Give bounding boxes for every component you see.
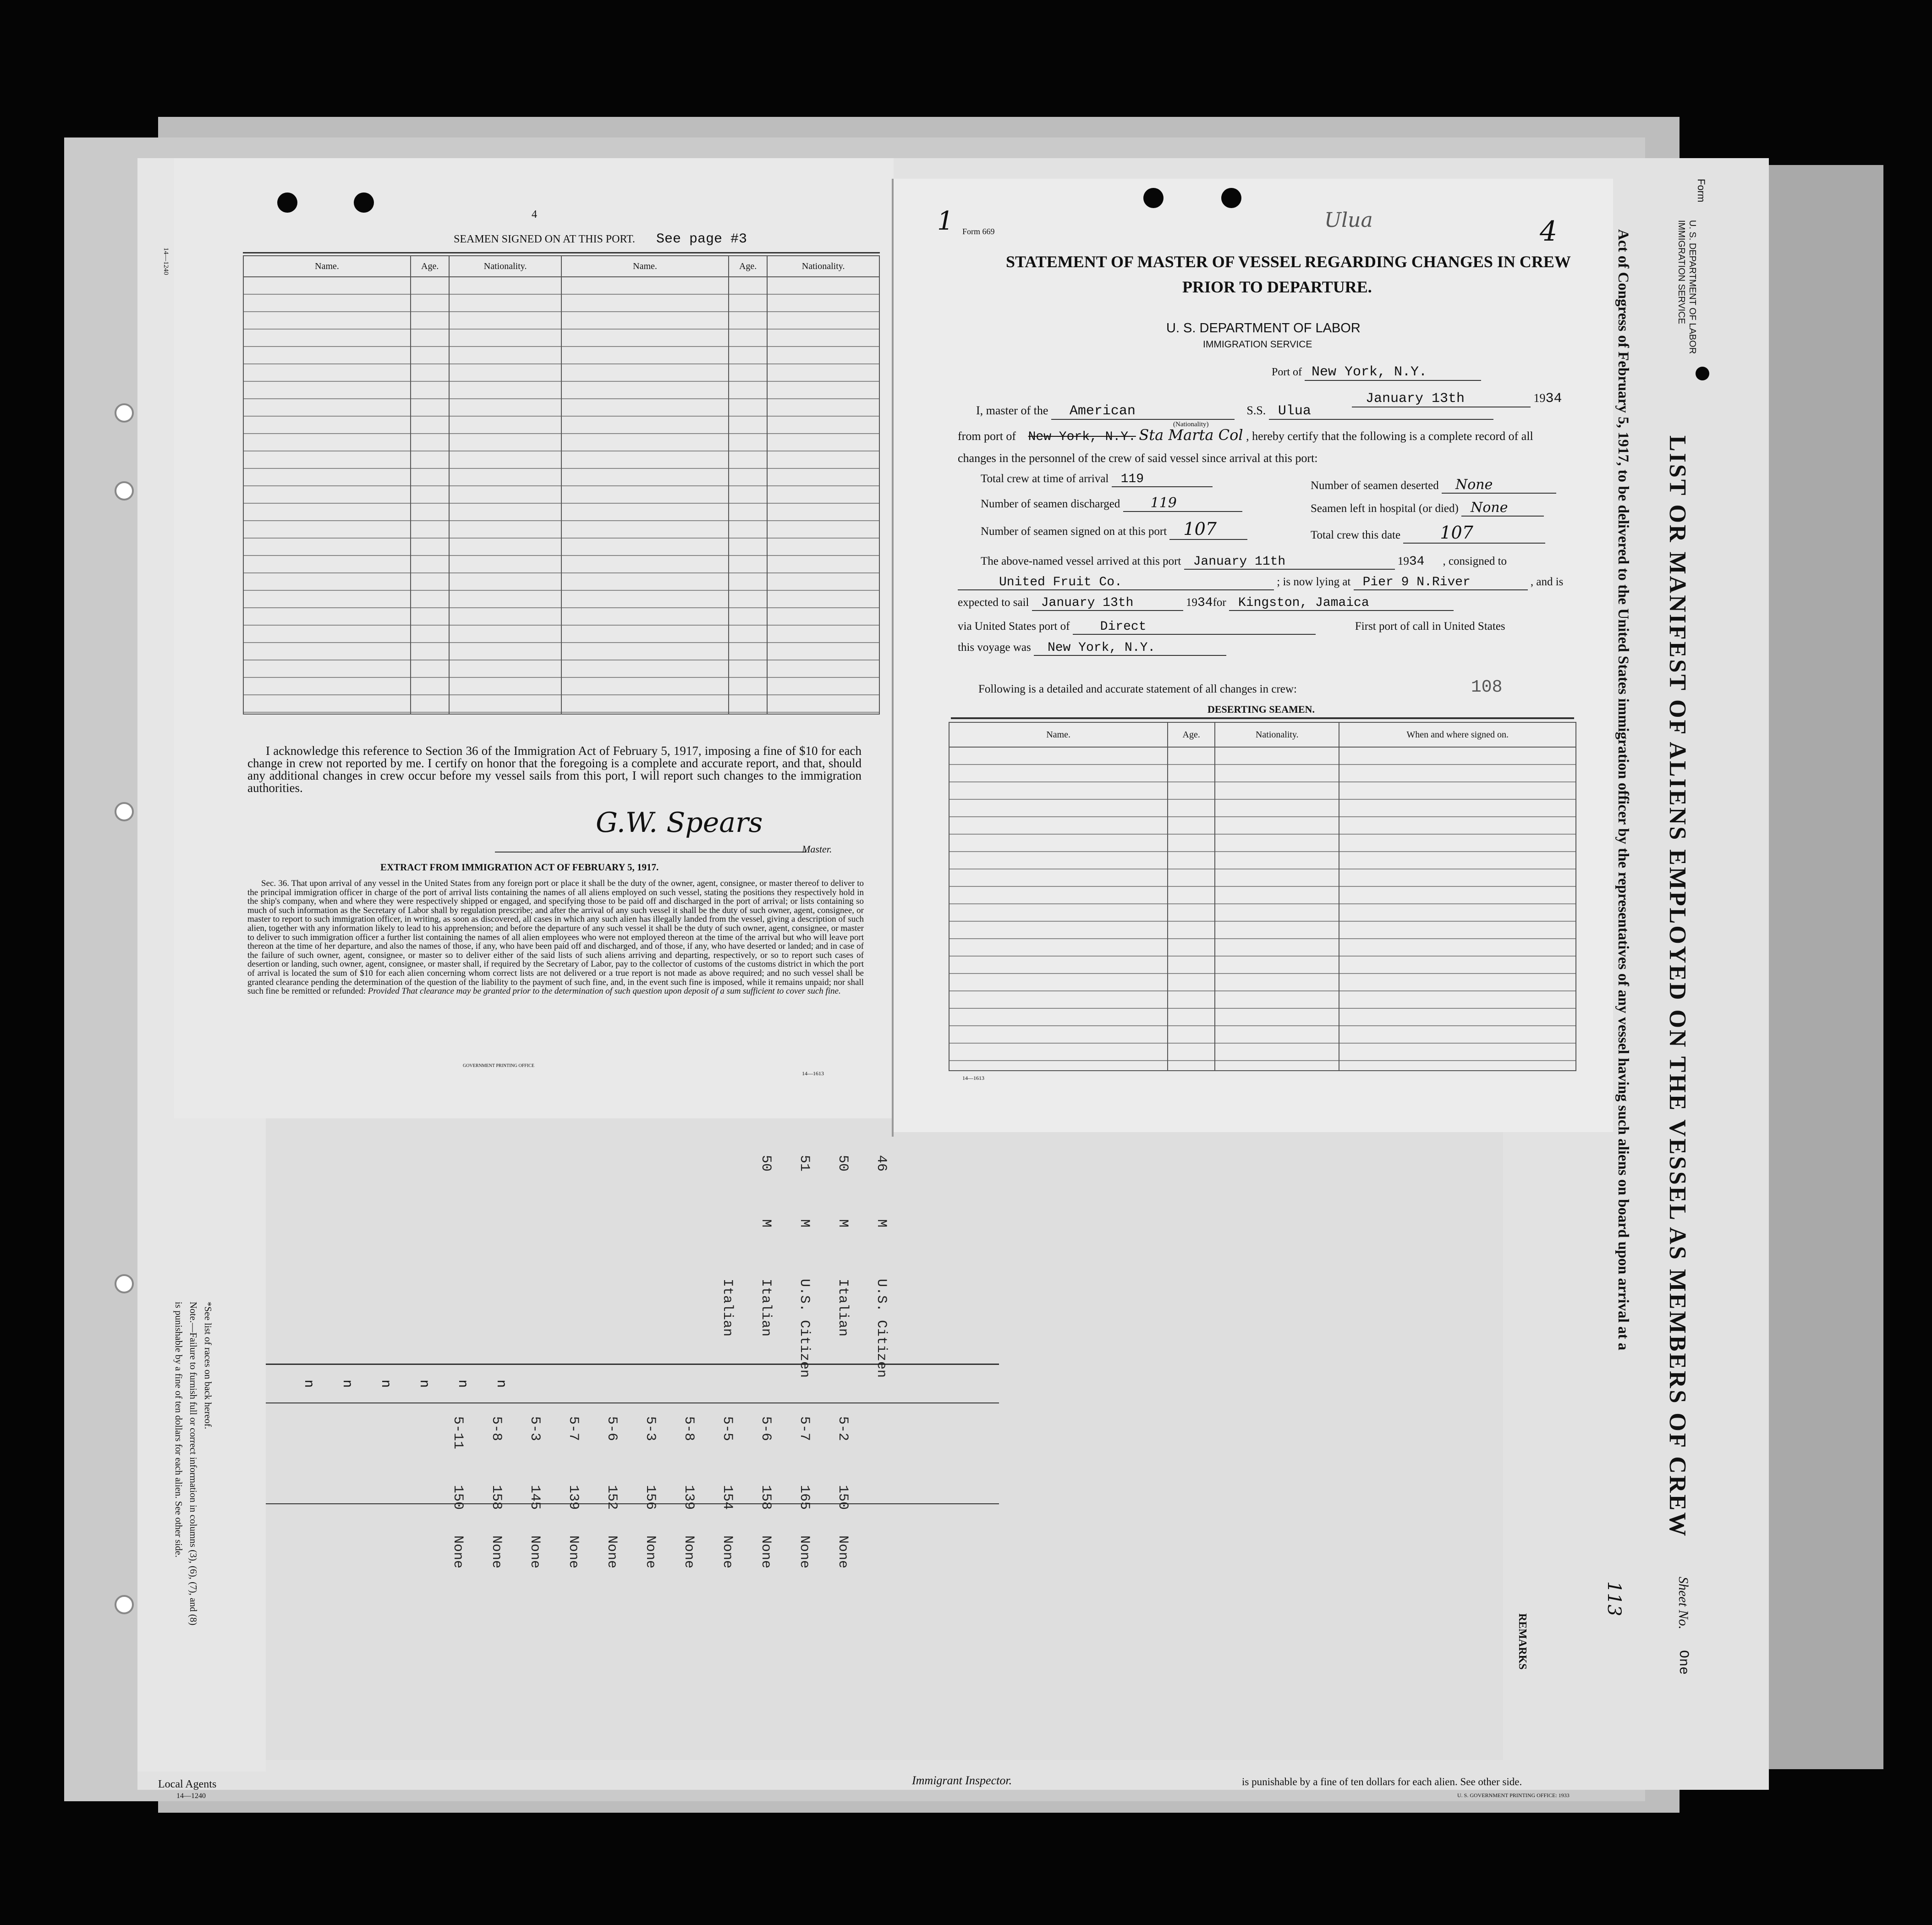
stamp-number: 108	[1471, 677, 1503, 697]
pier-value: Pier 9 N.River	[1354, 575, 1528, 590]
handwritten-vessel: Ulua	[1324, 209, 1373, 232]
via-value: Direct	[1073, 620, 1316, 635]
deserted-value: None	[1442, 477, 1556, 494]
col-deserter-nationality: Nationality.	[1215, 722, 1339, 747]
ss-label: S.S.	[1246, 404, 1266, 417]
left-page-printer: GOVERNMENT PRINTING OFFICE	[463, 1063, 534, 1068]
col-nationality-1: Nationality.	[449, 256, 561, 277]
ditto-mark: n	[455, 1380, 470, 1388]
ditto-mark: n	[378, 1380, 393, 1388]
from-port-label: from port of	[958, 429, 1016, 443]
extract-text	[247, 879, 864, 996]
row-remarks: None	[835, 1535, 851, 1569]
expected-label: expected to sail	[958, 596, 1029, 609]
lying-label: ; is now lying at	[1277, 576, 1351, 588]
changes-text: changes in the personnel of the crew of said vessel since arrival at this port:	[958, 451, 1318, 465]
ring-hole-3	[115, 802, 134, 821]
col-age-1: Age.	[411, 256, 449, 277]
ring-hole-4	[115, 1274, 134, 1293]
master-signature: G.W. Spears	[596, 807, 763, 839]
manifest-department	[1676, 220, 1698, 354]
row-weight: 139	[565, 1485, 581, 1510]
see-page-note: See page #3	[656, 231, 747, 247]
total-crew-arrival-line	[981, 472, 1213, 487]
page-fold	[892, 179, 894, 1137]
table-cell	[561, 277, 729, 714]
row-age: 51	[796, 1155, 812, 1172]
remarks-header: REMARKS	[1516, 1613, 1528, 1670]
sail-year-suffix: 34	[1197, 596, 1213, 610]
ditto-mark: n	[416, 1380, 432, 1388]
table-cell	[1168, 747, 1215, 1071]
manifest-department-line-1: U. S. DEPARTMENT OF LABOR	[1687, 220, 1697, 354]
right-table-top-rule	[951, 717, 1574, 719]
row-nationality: Italian	[719, 1279, 735, 1337]
row-sex: M	[796, 1219, 812, 1228]
footnote-line-2: Note.—Failure to furnish full or correct information in columns (3), (6), (7), and (8)	[188, 1302, 199, 1626]
row-weight: 165	[796, 1485, 812, 1510]
from-port-struck: New York, N.Y.	[1028, 430, 1136, 444]
total-crew-date-label: Total crew this date	[1311, 529, 1401, 541]
right-page-form-code: 14—1613	[962, 1075, 984, 1081]
arrived-date: January 11th	[1184, 555, 1395, 570]
department-label: U. S. DEPARTMENT OF LABOR	[1166, 321, 1361, 336]
row-remarks: None	[565, 1535, 581, 1569]
row-remarks: None	[527, 1535, 543, 1569]
row-sex: M	[835, 1219, 851, 1228]
acknowledge-text: I acknowledge this reference to Section 36 of the Immigration Act of February 5, 1917, imposing a fine of $10 for each change in crew not reported by me. I certify on honor that the foregoing is a complete and accurate report, and that, should any additional changes in crew occur before my vessel sails from this port, I will report such changes to the immigration authorities.	[247, 744, 862, 795]
certify-text: , hereby certify that the following is a complete record of all	[1246, 429, 1533, 443]
and-is-label: , and is	[1530, 576, 1564, 588]
deserted-label: Number of seamen deserted	[1311, 479, 1439, 492]
row-nationality: U.S. Citizen	[873, 1279, 889, 1378]
manifest-form-label: Form	[1696, 179, 1707, 203]
manifest-bottom-fine-text: is punishable by a fine of ten dollars for each alien. See other side.	[1242, 1776, 1522, 1788]
row-remarks: None	[642, 1535, 658, 1569]
row-remarks: None	[604, 1535, 620, 1569]
deserting-seamen-table	[949, 722, 1576, 1071]
row-weight: 152	[604, 1485, 620, 1510]
port-label: Port of	[1272, 366, 1302, 378]
manifest-handwritten-number: 113	[1603, 1581, 1625, 1617]
punch-hole-1	[277, 192, 297, 213]
ring-hole-1	[115, 403, 134, 423]
discharged-value: 119	[1123, 495, 1242, 512]
master-of-label: I, master of the	[976, 404, 1048, 417]
row-height: 5-6	[758, 1416, 774, 1441]
discharged-line	[981, 495, 1242, 512]
voyage-line	[958, 641, 1226, 656]
table-cell	[1215, 747, 1339, 1071]
row-sex: M	[873, 1219, 889, 1228]
manifest-title: LIST OR MANIFEST OF ALIENS EMPLOYED ON THE VESSEL AS MEMBERS OF CREW	[1664, 435, 1690, 1538]
extract-body: Sec. 36. That upon arrival of any vessel in the United States from any foreign port or place it shall be the duty of the owner, agent, consignee, or master thereof to deliver to the principal immigration officer in charge of the port of arrival lists containing the names of all aliens employed on such vessel, stating the positions they respectively hold in the ship's company, when and where they were respectively shipped or engaged, and specifying those to be paid off and discharged in the port of arrival; or lists containing so much of such information as the Secretary of Labor shall by regulation prescribe; and after the arrival of any such vessel it shall be the duty of such owner, agent, consignee, or master to report to such immigration officer, in writing, as soon as discovered, all cases in which any such alien has illegally landed from the vessel, giving a description of such alien, together with any information likely to lead to his apprehension; and before the departure of any such vessel it shall be the duty of such owner, agent, consignee, or master to deliver to such immigration officer a further list containing the names of all alien employees who were not employed thereon at the time of the arrival but who will leave port thereon at the time of her departure, and also the names of those, if any, who have been paid off and discharged, and of those, if any, who have deserted or landed; and in case of the failure of such owner, agent, consignee, or master so to deliver either of the said lists of such aliens arriving and departing, respectively, or so to report such cases of desertion or landing, such owner, agent, consignee, or master shall, if required by the Secretary of Labor, pay to the collector of customs of the customs district in which the port of arrival is located the sum of $10 for each alien concerning whom correct lists are not delivered or a true report is not made as above required; and no such vessel shall be granted clearance pending the determination of the question of the liability to the payment of such fine, and, in the event such fine is imposed, while it remains unpaid; nor shall such fine be remitted or refunded:	[247, 879, 864, 996]
total-crew-date-line	[1311, 522, 1545, 544]
via-line	[958, 620, 1505, 635]
col-name-2: Name.	[561, 256, 729, 277]
statement-title-line-1: STATEMENT OF MASTER OF VESSEL REGARDING CHANGES IN CREW	[1006, 253, 1571, 271]
master-label: Master.	[802, 843, 832, 855]
corner-mark-left: 1	[937, 206, 954, 236]
total-crew-arrival-label: Total crew at time of arrival	[981, 473, 1109, 485]
row-age: 46	[873, 1155, 889, 1172]
total-crew-date-value: 107	[1403, 522, 1545, 544]
binder-hole	[1696, 367, 1709, 380]
year-suffix: 34	[1545, 391, 1562, 407]
row-remarks: None	[488, 1535, 504, 1569]
hospital-value: None	[1461, 500, 1544, 517]
arrived-label: The above-named vessel arrived at this port	[981, 555, 1181, 567]
row-age: 50	[758, 1155, 774, 1172]
ring-hole-5	[115, 1595, 134, 1614]
ditto-mark: n	[339, 1380, 355, 1388]
left-page-number: 4	[532, 209, 537, 220]
table-rule-3	[266, 1503, 999, 1504]
table-cell	[1339, 747, 1576, 1071]
row-nationality: Italian	[835, 1279, 851, 1337]
col-deserter-age: Age.	[1168, 722, 1215, 747]
footnote	[171, 1302, 215, 1625]
punch-hole-3	[1143, 188, 1164, 208]
row-weight: 158	[488, 1485, 504, 1510]
row-height: 5-7	[565, 1416, 581, 1441]
signed-on-value: 107	[1169, 519, 1247, 540]
row-height: 5-8	[488, 1416, 504, 1441]
consignee-line	[958, 575, 1563, 590]
ring-hole-2	[115, 481, 134, 500]
table-cell	[767, 277, 879, 714]
following-label: Following is a detailed and accurate statement of all changes in crew:	[978, 683, 1297, 695]
service-label: IMMIGRATION SERVICE	[1203, 339, 1312, 350]
row-nationality: Italian	[758, 1279, 774, 1337]
from-port-handwritten: Sta Marta Col	[1139, 426, 1243, 444]
form-number: Form 669	[962, 227, 995, 236]
row-age: 50	[835, 1155, 851, 1172]
table-cell	[729, 277, 767, 714]
row-weight: 150	[835, 1485, 851, 1510]
sail-date: January 13th	[1032, 596, 1183, 611]
back-paper-right-edge	[1751, 165, 1883, 1769]
signed-on-line	[981, 519, 1247, 540]
expected-line	[958, 596, 1454, 611]
row-remarks: None	[450, 1535, 466, 1569]
sail-year-prefix: 19	[1186, 596, 1197, 609]
deserting-header: DESERTING SEAMEN.	[1208, 704, 1315, 715]
table-rule-2	[266, 1402, 999, 1403]
row-sex: M	[758, 1219, 774, 1228]
manifest-sheet-label: Sheet No.	[1676, 1577, 1691, 1629]
col-nationality-2: Nationality.	[767, 256, 879, 277]
manifest-printer: U. S. GOVERNMENT PRINTING OFFICE: 1933	[1457, 1792, 1570, 1798]
left-page-header	[454, 231, 747, 247]
via-label: via United States port of	[958, 620, 1070, 632]
destination-value: Kingston, Jamaica	[1229, 596, 1454, 611]
row-height: 5-3	[642, 1416, 658, 1441]
footnote-line-3: is punishable by a fine of ten dollars for each alien. See other side.	[173, 1302, 184, 1558]
manifest-department-line-2: IMMIGRATION SERVICE	[1676, 220, 1686, 324]
row-remarks: None	[796, 1535, 812, 1569]
row-weight: 145	[527, 1485, 543, 1510]
row-weight: 154	[719, 1485, 735, 1510]
arrived-year-suffix: 34	[1409, 555, 1425, 569]
consignee-value: United Fruit Co.	[958, 575, 1274, 590]
discharged-label: Number of seamen discharged	[981, 498, 1120, 510]
col-deserter-signed-on: When and where signed on.	[1339, 722, 1576, 747]
voyage-value: New York, N.Y.	[1034, 641, 1226, 656]
row-remarks: None	[758, 1535, 774, 1569]
local-agents-bottom: Local Agents	[158, 1778, 217, 1790]
ditto-mark: n	[493, 1380, 509, 1388]
arrived-line	[981, 555, 1507, 570]
table-cell	[411, 277, 449, 714]
nationality-caption: (Nationality)	[1173, 421, 1209, 428]
manifest-subtitle: Act of Congress of February 5, 1917, to be delivered to the United States immigration officer by the representatives of any vessel having such aliens on board upon arrival at a	[1615, 229, 1631, 1351]
form-code-bottom: 14—1240	[176, 1792, 206, 1800]
statement-title-line-2: PRIOR TO DEPARTURE.	[1182, 278, 1372, 296]
corner-number: 4	[1540, 215, 1558, 248]
table-cell	[949, 747, 1168, 1071]
table-cell	[449, 277, 561, 714]
voyage-label: this voyage was	[958, 641, 1031, 654]
row-height: 5-7	[796, 1416, 812, 1441]
for-label: for	[1213, 596, 1226, 609]
arrived-year-prefix: 19	[1397, 555, 1409, 567]
date-value: January 13th	[1352, 391, 1531, 407]
footnote-line-1: *See list of races on back hereof.	[203, 1302, 214, 1430]
row-remarks: None	[719, 1535, 735, 1569]
left-page-form-code: 14—1613	[802, 1070, 824, 1077]
ship-name: Ulua	[1269, 403, 1493, 420]
deserted-line	[1311, 477, 1556, 494]
seamen-signed-header: SEAMEN SIGNED ON AT THIS PORT.	[454, 233, 635, 245]
col-age-2: Age.	[729, 256, 767, 277]
nationality-value: American	[1051, 403, 1235, 420]
from-port-line	[958, 426, 1533, 444]
table-rule-top	[266, 1364, 999, 1365]
row-height: 5-8	[681, 1416, 697, 1441]
year-prefix: 19	[1533, 391, 1546, 405]
col-deserter-name: Name.	[949, 722, 1168, 747]
table-cell	[243, 277, 411, 714]
seamen-signed-table	[243, 255, 880, 715]
row-remarks: None	[681, 1535, 697, 1569]
extract-proviso: Provided That clearance may be granted prior to the determination of such question upon deposit of a sum sufficient to cover such fine.	[368, 986, 841, 996]
hospital-label: Seamen left in hospital (or died)	[1311, 502, 1459, 515]
row-height: 5-2	[835, 1416, 851, 1441]
row-height: 5-11	[450, 1416, 466, 1450]
signed-on-label: Number of seamen signed on at this port	[981, 525, 1167, 538]
row-height: 5-5	[719, 1416, 735, 1441]
punch-hole-4	[1221, 188, 1241, 208]
manifest-sheet-value: One	[1675, 1650, 1691, 1675]
master-line	[976, 403, 1493, 420]
ditto-mark: n	[301, 1380, 316, 1388]
total-crew-arrival-value: 119	[1112, 472, 1213, 487]
left-strip-form-code: 14—1240	[162, 248, 170, 275]
extract-title: EXTRACT FROM IMMIGRATION ACT OF FEBRUARY 5, 1917.	[380, 862, 659, 873]
row-weight: 156	[642, 1485, 658, 1510]
row-weight: 158	[758, 1485, 774, 1510]
col-name-1: Name.	[243, 256, 411, 277]
row-height: 5-3	[527, 1416, 543, 1441]
row-weight: 139	[681, 1485, 697, 1510]
first-port-label: First port of call in United States	[1355, 620, 1505, 632]
row-height: 5-6	[604, 1416, 620, 1441]
row-nationality: U.S. Citizen	[796, 1279, 812, 1378]
immigrant-inspector-label: Immigrant Inspector.	[912, 1774, 1012, 1787]
port-value: New York, N.Y.	[1305, 364, 1481, 381]
row-weight: 150	[450, 1485, 466, 1510]
hospital-line	[1311, 500, 1544, 517]
port-line	[1272, 364, 1481, 381]
left-table-top-rule	[243, 252, 880, 253]
punch-hole-2	[354, 192, 374, 213]
consigned-label: , consigned to	[1443, 555, 1507, 567]
